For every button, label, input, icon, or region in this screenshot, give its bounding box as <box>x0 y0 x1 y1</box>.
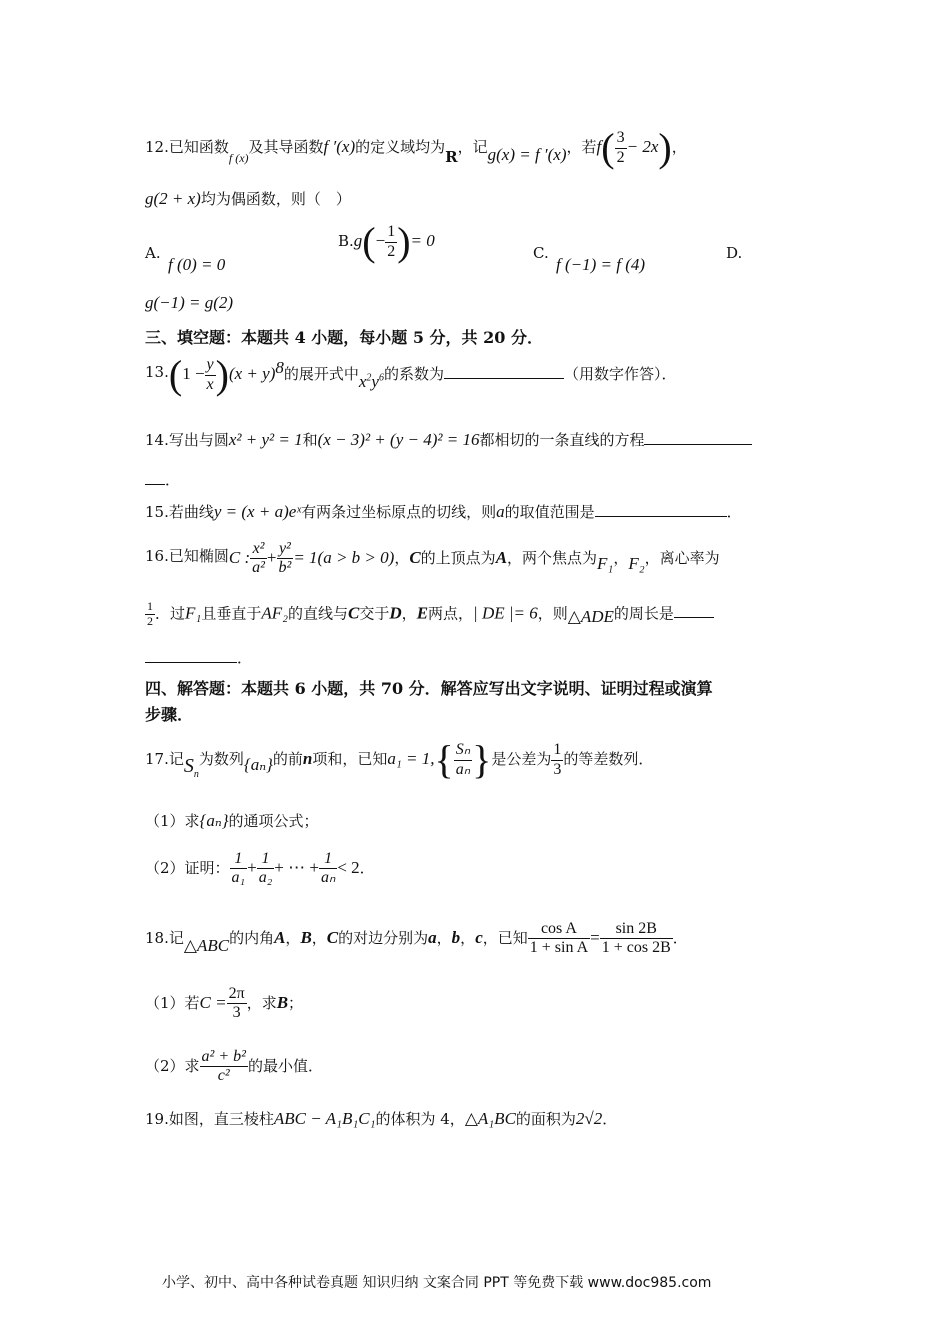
q19-text: 如图，直三棱柱 <box>168 1110 274 1128</box>
q15-text: 若曲线 <box>168 503 214 521</box>
frac-num: 1 <box>551 741 563 760</box>
q18-text: ， <box>460 928 476 947</box>
option-b-fraction <box>385 223 397 261</box>
q17-text: 为数列 <box>198 750 244 768</box>
q17-part1 <box>145 812 319 829</box>
frac-den: a² <box>252 559 265 577</box>
paren-left: ( <box>362 219 376 264</box>
q18-text: ， <box>285 928 301 947</box>
q16-number: 16. <box>145 546 169 565</box>
frac-den: a₁ <box>231 869 246 887</box>
q12-minus2x: − 2x <box>626 137 659 156</box>
frac-den: 2 <box>147 613 153 628</box>
q12-number: 12. <box>145 138 169 156</box>
q12-option-c <box>556 256 645 273</box>
frac-den: a₂ <box>258 869 273 887</box>
frac-den: c² <box>217 1067 230 1085</box>
frac-den: aₙ <box>455 760 471 778</box>
q13-power: 8 <box>275 358 284 377</box>
frac-num: a² + b² <box>200 1048 248 1067</box>
q16-stem-line2 <box>145 600 714 629</box>
q12-f: f <box>596 137 602 156</box>
option-b-g: g <box>353 231 363 250</box>
q16-C: C <box>348 603 360 623</box>
q18-C: C <box>326 927 339 947</box>
q16-text: ， <box>613 548 629 567</box>
q12-text: 均为偶函数，则（ ） <box>200 190 351 208</box>
q17-a1: a₁ = 1, <box>387 749 435 768</box>
q16-F1: F₁ <box>597 553 614 573</box>
q18-part1 <box>145 985 303 1023</box>
Sn-n: n <box>193 769 199 780</box>
q12-real-set: R <box>445 148 458 166</box>
q17-text: 是公差为 <box>491 750 552 768</box>
q19-number: 19. <box>145 1110 169 1128</box>
q16-fraction-x <box>250 540 267 578</box>
q18-right-fraction <box>600 920 673 958</box>
q12-g-definition: g(x) = f ′(x) <box>487 145 567 164</box>
q12-text: 及其导函数 <box>248 138 324 156</box>
frac-num: 2π <box>227 985 247 1004</box>
q16-text: ， <box>401 604 417 623</box>
q16-half <box>145 600 155 629</box>
q17-common-difference <box>551 741 563 779</box>
q19-stem <box>145 1110 617 1127</box>
frac-num: sin 2B <box>600 920 673 939</box>
q18-text: ， <box>436 928 452 947</box>
q16-eq: = 1(a > b > 0) <box>293 547 395 567</box>
q14-circle-2: (x − 3)² + (y − 4)² = 16 <box>317 430 480 449</box>
q17-Sn <box>183 755 199 780</box>
q14-end: ． <box>165 471 181 489</box>
q19-area: 2√2 <box>575 1109 603 1128</box>
frac-den: x <box>206 375 214 393</box>
section-3-heading: 三、填空题：本题共 4 小题，每小题 5 分，共 20 分． <box>145 328 543 347</box>
q13-text: （用数字作答）． <box>563 365 677 383</box>
q12-text: 已知函数 <box>168 138 229 156</box>
q13-xy: (x + y) <box>228 364 276 383</box>
option-a-label: A. <box>145 244 161 262</box>
q12-text: 的定义域均为 <box>355 138 446 156</box>
q18-A: A <box>274 927 286 947</box>
q18-b: b <box>451 927 461 947</box>
frac-den: 3 <box>553 760 562 778</box>
frac-den: b² <box>278 559 292 577</box>
q17-text: 记 <box>168 750 184 768</box>
q15-a: a <box>496 502 505 521</box>
q12-g2x: g(2 + x) <box>145 189 201 208</box>
q16-text: ，离心率为 <box>644 548 720 567</box>
q14-text: 都相切的一条直线的方程 <box>479 431 645 449</box>
q15-text: 的取值范围是 <box>504 503 595 521</box>
q12-option-d <box>145 294 233 311</box>
q16-stem-cont <box>145 648 252 666</box>
option-d-expr: g(−1) = g(2) <box>145 293 234 312</box>
q16-text: 的上顶点为 <box>420 548 496 567</box>
q16-D: D <box>389 603 402 623</box>
q16-text: 交于 <box>359 604 390 623</box>
q12-text: ，记 <box>457 138 488 156</box>
q12-fprime: f ′(x) <box>323 137 356 156</box>
q16-fraction-y <box>277 540 294 578</box>
q18-text: 记 <box>168 928 184 947</box>
q12-option-b <box>338 219 435 264</box>
q15-end: ． <box>726 503 742 521</box>
option-b-eq: = 0 <box>410 231 435 250</box>
q19-end: ． <box>602 1110 618 1128</box>
q19-text: 的体积为 4， <box>375 1110 465 1128</box>
frac-num: x² <box>250 540 267 559</box>
frac-num: y² <box>277 540 294 559</box>
q13-term <box>359 372 384 391</box>
q19-triangle: △A₁BC <box>464 1109 516 1128</box>
q16-F2: F₂ <box>628 553 645 573</box>
q18-text: ， <box>311 928 327 947</box>
paren-right: ) <box>397 219 411 264</box>
frac-den: 3 <box>232 1004 241 1022</box>
q13-stem <box>145 352 677 397</box>
q17-text: 项和，已知 <box>312 750 388 768</box>
paren-right: ) <box>215 352 229 397</box>
q19-text: 的面积为 <box>515 1110 576 1128</box>
q14-stem-cont <box>145 470 180 488</box>
q15-number: 15. <box>145 503 169 521</box>
option-c-expr: f (−1) = f (4) <box>556 255 646 274</box>
frac-den: 1 + cos 2B <box>601 939 671 957</box>
q14-text: 写出与圆 <box>168 431 229 449</box>
q18-part1-label: （1）若 <box>145 993 200 1012</box>
q17-frac-a2 <box>257 850 275 888</box>
q12-option-d-label <box>726 246 742 261</box>
q18-end: ． <box>672 928 688 947</box>
q12-fx: f (x) <box>228 151 249 165</box>
q15-curve: y = (x + a)eˣ <box>213 502 302 521</box>
q18-text: ，已知 <box>482 928 528 947</box>
frac-den: 2 <box>387 242 396 260</box>
q17-plus: + <box>247 857 257 877</box>
frac-num: 1 <box>319 850 337 869</box>
frac-num: 1 <box>257 850 275 869</box>
q16-stem-line1 <box>145 540 720 578</box>
frac-den: 1 + sin A <box>529 939 589 957</box>
brace-right: } <box>472 737 492 782</box>
q18-text: 的对边分别为 <box>338 928 429 947</box>
page-footer: 小学、初中、高中各种试卷真题 知识归纳 文案合同 PPT 等免费下载 www.doc985.com <box>162 1275 712 1291</box>
frac-num: 3 <box>615 129 627 148</box>
q13-text: 的展开式中 <box>283 365 359 383</box>
q14-stem <box>145 430 752 448</box>
q16-end: ． <box>237 649 253 667</box>
q17-part2-label: （2）证明： <box>145 858 230 877</box>
q16-text: 已知椭圆 <box>168 546 229 565</box>
q16-text: ，两个焦点为 <box>507 548 598 567</box>
q16-answer-blank-cont[interactable] <box>145 648 237 663</box>
frac-num: 1 <box>147 599 153 613</box>
q18-number: 18. <box>145 928 169 947</box>
q14-circle-1: x² + y² = 1 <box>228 430 303 449</box>
option-d-label: D. <box>726 244 743 262</box>
q16-A: A <box>495 547 508 567</box>
frac-den: aₙ <box>320 869 336 887</box>
q18-part2-label: （2）求 <box>145 1056 200 1075</box>
option-b-minus: − <box>375 231 386 250</box>
q16-C: C : <box>228 547 251 567</box>
option-a-expr: f (0) = 0 <box>168 255 226 274</box>
q16-text: ， <box>394 548 410 567</box>
paren-right: ) <box>658 125 672 170</box>
q18-text: 的内角 <box>229 928 275 947</box>
q17-part2 <box>145 850 375 888</box>
q18-C-eq: C = <box>199 992 227 1012</box>
q16-text: ．过 <box>155 604 186 623</box>
option-b-label: B. <box>338 232 354 250</box>
q17-frac-an <box>319 850 337 888</box>
q14-number: 14. <box>145 431 169 449</box>
q12-text: ，若 <box>566 138 597 156</box>
term-p2: 2 <box>366 372 372 384</box>
q18-left-fraction <box>528 920 590 958</box>
q15-answer-blank[interactable] <box>595 502 727 517</box>
q17-text: 的等差数列． <box>563 750 654 768</box>
q13-one-minus: 1 − <box>182 364 205 383</box>
q15-stem <box>145 502 742 520</box>
q18-pi-fraction <box>227 985 247 1023</box>
q18-a: a <box>428 927 437 947</box>
q17-n: n <box>302 749 313 768</box>
q17-number: 17. <box>145 750 169 768</box>
q12-text: ， <box>671 138 687 156</box>
section-4-heading: 四、解答题：本题共 6 小题，共 70 分．解答应写出文字说明、证明过程或演算 <box>145 679 713 698</box>
term-p6: 6 <box>378 372 384 384</box>
q17-stem <box>145 737 654 782</box>
q17-text: 的通项公式； <box>228 812 319 830</box>
q18-c: c <box>475 927 483 947</box>
q18-eq: = <box>590 927 600 947</box>
q17-part1-label: （1）求 <box>145 812 200 830</box>
frac-num: y <box>205 356 216 375</box>
q14-answer-blank[interactable] <box>644 430 752 445</box>
frac-num: 1 <box>385 223 397 242</box>
q12-option-c-label <box>533 246 549 261</box>
q18-B: B <box>300 927 312 947</box>
q14-answer-blank-cont[interactable] <box>145 470 165 485</box>
q13-fraction <box>205 356 216 394</box>
q16-DE: | DE |= 6 <box>473 603 538 623</box>
q18-stem <box>145 920 688 958</box>
q18-text: 的最小值． <box>247 1056 323 1075</box>
q16-AF2: AF₂ <box>261 603 289 623</box>
brace-left: { <box>434 737 454 782</box>
q12-stem-line2 <box>145 190 351 207</box>
frac-den: 2 <box>616 148 625 166</box>
paren-left: ( <box>168 352 183 397</box>
q14-text: 和 <box>302 431 318 449</box>
q12-option-a-label <box>145 246 161 261</box>
q16-text: 的直线与 <box>288 604 349 623</box>
q18-triangle: △ABC <box>183 935 230 955</box>
q13-answer-blank[interactable] <box>444 364 564 379</box>
frac-num: 1 <box>230 850 248 869</box>
option-c-label: C. <box>533 244 549 262</box>
q17-lt2: < 2 <box>337 857 360 877</box>
q16-text: ，则 <box>537 604 568 623</box>
term-y: y <box>371 372 379 391</box>
q19-prism: ABC − A₁B₁C₁ <box>273 1109 376 1128</box>
frac-num: Sₙ <box>454 741 472 760</box>
q16-F1: F₁ <box>185 603 202 623</box>
q16-text: 的周长是 <box>613 604 674 623</box>
q18-B: B <box>276 992 289 1012</box>
q18-text: ； <box>288 993 304 1012</box>
q16-answer-blank[interactable] <box>674 603 714 618</box>
term-x: x <box>358 372 367 391</box>
q18-min-fraction <box>200 1048 248 1086</box>
q16-E: E <box>416 603 429 623</box>
q16-triangle: △ADE <box>567 607 614 627</box>
q17-text: 的前 <box>272 750 303 768</box>
q17-end: ． <box>359 858 375 877</box>
section-4-heading-cont: 步骤． <box>145 705 194 724</box>
q16-C: C <box>409 547 421 567</box>
q13-number: 13. <box>145 363 169 381</box>
q18-part2 <box>145 1048 323 1086</box>
q18-text: ，求 <box>246 993 277 1012</box>
q12-stem-line1 <box>145 125 687 170</box>
q17-dots: + ⋯ + <box>274 857 319 877</box>
q17-fraction <box>454 741 472 779</box>
frac-num: cos A <box>528 920 590 939</box>
q15-text: 有两条过坐标原点的切线，则 <box>301 503 497 521</box>
q12-fraction <box>615 129 627 167</box>
paren-left: ( <box>601 125 615 170</box>
Sn-S: S <box>183 755 194 777</box>
q16-text: 两点， <box>428 604 474 623</box>
q12-option-a <box>168 256 225 273</box>
q16-plus: + <box>266 547 277 567</box>
q16-text: 且垂直于 <box>201 604 262 623</box>
q13-text: 的系数为 <box>383 365 444 383</box>
q17-an: {aₙ} <box>243 755 273 774</box>
q17-an: {aₙ} <box>199 811 229 830</box>
q17-frac-a1 <box>230 850 248 888</box>
